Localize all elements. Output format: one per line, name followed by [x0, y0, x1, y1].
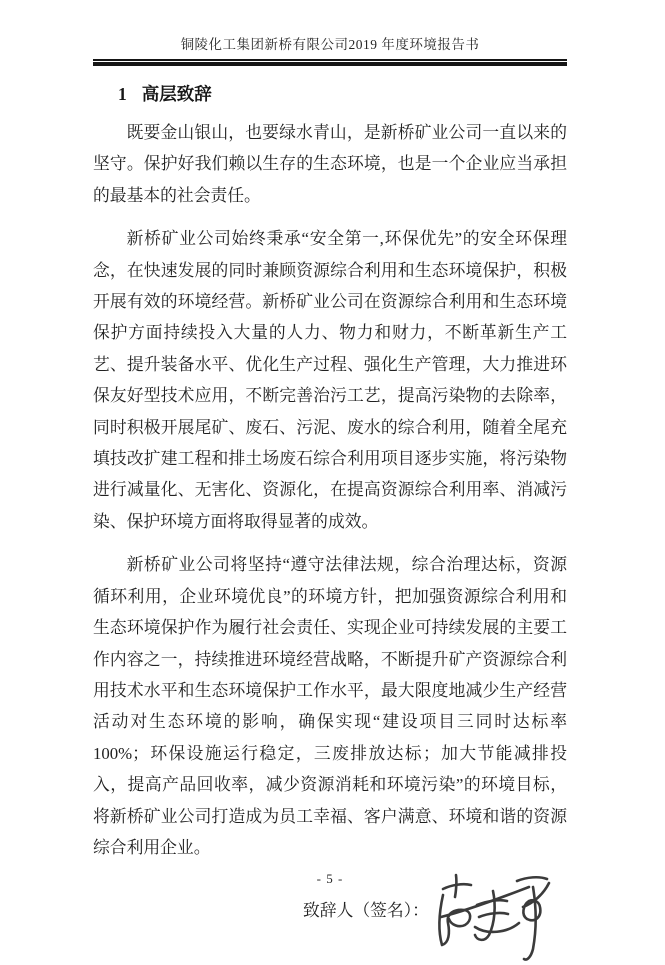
paragraph-3: 新桥矿业公司将坚持“遵守法律法规，综合治理达标，资源循环利用，企业环境优良”的环境方针，把加强资源综合利用和生态环境保护作为履行社会责任、实现企业可持续发展的主要工作内容之一，持续推进环境经营战略，不断提升矿产资源综合利用技术水平和生态环境保护工作水平，最大限度地减少生产经营活动对生态环境的影响，确保实现“建设项目三同时达标率100%；环保设施运行稳定，三废排放达标；加大节能减排投入，提高产品回收率，减少资源消耗和环境污染”的环境目标，将新桥矿业公司打造成为员工幸福、客户满意、环境和谐的资源综合利用企业。	[93, 555, 567, 857]
page-content	[93, 0, 567, 965]
header-rule-thick-line	[93, 62, 567, 66]
paragraph-1: 既要金山银山，也要绿水青山，是新桥矿业公司一直以来的坚守。保护好我们赖以生存的生态环境，也是一个企业应当承担的最基本的社会责任。	[93, 123, 567, 205]
paragraph-2: 新桥矿业公司始终秉承“安全第一,环保优先”的安全环保理念，在快速发展的同时兼顾资源综合利用和生态环境保护，积极开展有效的环境经营。新桥矿业公司在资源综合利用和生态环境保护方面持续投入大量的人力、物力和财力，不断革新生产工艺、提升装备水平、优化生产过程、强化生产管理，大力推进环保友好型技术应用，不断完善治污工艺，提高污染物的去除率，同时积极开展尾矿、废石、污泥、废水的综合利用，随着全尾充填技改扩建工程和排土场废石综合利用项目逐步实施，将污染物进行减量化、无害化、资源化，在提高资源综合利用率、消减污染、保护环境方面将取得显著的成效。	[93, 229, 567, 531]
signature-label: 致辞人（签名）：	[303, 901, 429, 921]
section-title	[93, 81, 567, 106]
section-number: 1	[118, 84, 127, 104]
running-header: 铜陵化工集团新桥有限公司2019 年度环境报告书	[180, 37, 480, 52]
header-rule	[93, 59, 567, 66]
section-title-text: 高层致辞	[141, 84, 212, 104]
page-number: - 5 -	[316, 871, 344, 886]
